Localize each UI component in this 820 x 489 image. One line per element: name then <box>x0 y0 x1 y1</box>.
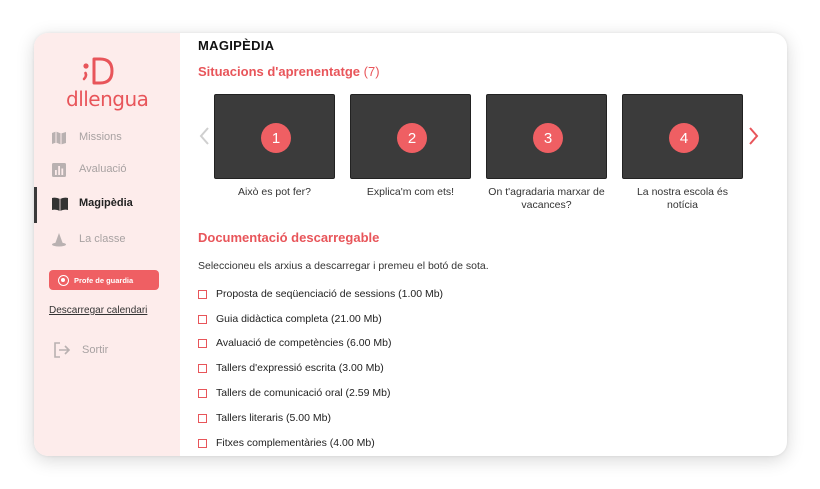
logout-label: Sortir <box>82 344 109 356</box>
card-number: 4 <box>669 123 699 153</box>
file-checkbox-item[interactable] <box>198 410 331 426</box>
file-checkbox-item[interactable] <box>198 311 382 327</box>
checkbox[interactable] <box>198 389 207 398</box>
sidebar-item-missions[interactable] <box>34 121 180 157</box>
logout-button[interactable] <box>34 333 180 367</box>
file-label: Proposta de seqüenciació de sessions (1.00 Mb) <box>216 288 444 300</box>
card-thumbnail <box>622 94 743 179</box>
chevron-left-icon <box>198 125 212 147</box>
sidebar-item-magipedia[interactable] <box>34 187 180 223</box>
checkbox[interactable] <box>198 290 207 299</box>
sidebar-item-label: La classe <box>79 233 126 245</box>
situations-heading <box>198 64 380 79</box>
file-checkbox-item[interactable] <box>198 360 384 376</box>
situation-card[interactable] <box>486 94 607 212</box>
carousel-next-button[interactable] <box>746 125 760 147</box>
file-checkbox-item[interactable] <box>198 335 392 351</box>
checkbox[interactable] <box>198 439 207 448</box>
file-checkbox-item[interactable] <box>198 385 391 401</box>
logo <box>64 57 154 113</box>
sidebar-item-la-classe[interactable] <box>34 223 180 259</box>
map-icon <box>51 130 69 148</box>
file-checkbox-item[interactable] <box>198 286 443 302</box>
logo-text: dllengua <box>66 87 149 111</box>
card-thumbnail <box>350 94 471 179</box>
logo-face-icon <box>80 57 140 91</box>
chevron-right-icon <box>746 125 760 147</box>
situation-card[interactable] <box>350 94 471 199</box>
situation-card[interactable] <box>622 94 743 212</box>
checkbox[interactable] <box>198 364 207 373</box>
sidebar <box>34 33 180 456</box>
checkbox[interactable] <box>198 414 207 423</box>
card-caption: La nostra escola és notícia <box>636 186 729 211</box>
checkbox[interactable] <box>198 315 207 324</box>
file-label: Tallers d'expressió escrita (3.00 Mb) <box>216 362 384 374</box>
sidebar-item-avaluacio[interactable] <box>34 153 180 189</box>
guard-teacher-label: Profe de guardia <box>74 275 134 285</box>
bar-chart-icon <box>51 162 69 180</box>
wizard-hat-icon <box>51 232 69 250</box>
page-title: MAGIPÈDIA <box>198 38 275 53</box>
carousel-prev-button[interactable] <box>198 125 212 147</box>
file-label: Tallers literaris (5.00 Mb) <box>216 412 331 424</box>
situation-card[interactable] <box>214 94 335 199</box>
situations-count: (7) <box>363 64 380 79</box>
sidebar-item-label: Magipèdia <box>79 197 133 209</box>
file-label: Guia didàctica completa (21.00 Mb) <box>216 313 382 325</box>
main-content <box>180 33 787 456</box>
logout-icon <box>53 341 71 359</box>
whatsapp-icon <box>58 275 69 286</box>
file-label: Tallers de comunicació oral (2.59 Mb) <box>216 387 391 399</box>
file-checkbox-item[interactable] <box>198 435 375 451</box>
sidebar-item-label: Avaluació <box>79 163 127 175</box>
card-caption: Això es pot fer? <box>238 186 311 198</box>
checkbox[interactable] <box>198 339 207 348</box>
documentation-title: Documentació descarregable <box>198 230 380 245</box>
sidebar-item-label: Missions <box>79 131 122 143</box>
card-caption: Explica'm com ets! <box>366 186 455 198</box>
guard-teacher-button[interactable] <box>49 270 159 290</box>
download-calendar-link[interactable]: Descarregar calendari <box>49 305 148 316</box>
open-book-icon <box>51 196 69 214</box>
card-thumbnail <box>214 94 335 179</box>
card-number: 1 <box>261 123 291 153</box>
card-number: 2 <box>397 123 427 153</box>
card-caption: On t'agradaria marxar de vacances? <box>488 186 605 211</box>
file-label: Avaluació de competències (6.00 Mb) <box>216 337 392 349</box>
card-number: 3 <box>533 123 563 153</box>
app-window <box>34 33 787 456</box>
file-label: Fitxes complementàries (4.00 Mb) <box>216 437 375 449</box>
situations-title: Situacions d'aprenentatge <box>198 64 361 79</box>
documentation-instructions: Seleccioneu els arxius a descarregar i premeu el botó de sota. <box>198 260 489 272</box>
card-thumbnail <box>486 94 607 179</box>
